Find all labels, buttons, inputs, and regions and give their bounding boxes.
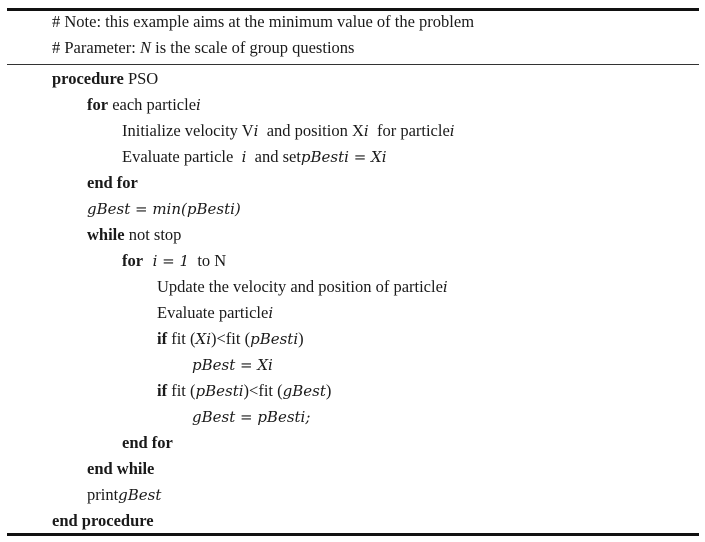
line-procedure [52, 66, 158, 92]
line-end-for-inner [122, 430, 173, 456]
math: i [363, 122, 369, 140]
comment-text: # Note: this example aims at the minimum value of the problem [52, 12, 475, 31]
keyword: end for [87, 173, 138, 192]
text: PSO [123, 69, 159, 88]
text: ) [325, 381, 332, 400]
comment-parameter [52, 35, 354, 61]
text: )<fit ( [243, 381, 283, 400]
math: pBesti = Xi [300, 148, 387, 166]
math: Xi [195, 330, 211, 348]
text: )<fit ( [211, 329, 251, 348]
line-if-pbest [157, 326, 304, 352]
line-for-range [122, 248, 226, 274]
math: i [442, 278, 448, 296]
text: fit ( [167, 381, 196, 400]
text: Initialize velocity V [122, 121, 254, 140]
text: fit ( [167, 329, 196, 348]
text: each particle [108, 95, 197, 114]
keyword: if [157, 329, 168, 348]
line-assign-pbest [192, 352, 273, 378]
line-evaluate-set [122, 144, 387, 170]
math: i = 1 [143, 252, 190, 270]
comment-note [52, 9, 474, 35]
math: i [268, 304, 274, 322]
comment-text: # Parameter: [52, 38, 140, 57]
math: gBest = min(pBesti) [87, 200, 241, 218]
line-end-for [87, 170, 138, 196]
math: i [253, 122, 259, 140]
keyword: end while [87, 459, 155, 478]
keyword: end procedure [52, 511, 154, 530]
comment-text: is the scale of group questions [150, 38, 355, 57]
line-end-while [87, 456, 154, 482]
math: i [196, 96, 201, 114]
math: pBest = Xi [192, 356, 273, 374]
math: pBesti [250, 330, 299, 348]
math: gBest [118, 486, 162, 504]
text: and position X [258, 121, 364, 140]
line-update [157, 274, 448, 300]
line-while [87, 222, 181, 248]
line-initialize [122, 118, 455, 144]
keyword: while [87, 225, 125, 244]
var-n: N [139, 38, 151, 57]
keyword: procedure [52, 69, 124, 88]
text: to N [189, 251, 227, 270]
math: pBesti [195, 382, 244, 400]
text: Update the velocity and position of particle [157, 277, 443, 296]
line-if-gbest [157, 378, 331, 404]
text: ) [298, 329, 304, 348]
text: Evaluate particle [122, 147, 242, 166]
text: for particle [368, 121, 450, 140]
line-gbest-min [87, 196, 241, 222]
math: i [449, 122, 455, 140]
keyword: end for [122, 433, 173, 452]
math: i [241, 148, 247, 166]
keyword: for [87, 95, 109, 114]
mid-rule [7, 64, 699, 65]
text: Evaluate particle [157, 303, 269, 322]
line-for-each [87, 92, 201, 118]
math: gBest = pBesti; [192, 408, 311, 426]
text: and set [246, 147, 301, 166]
text: not stop [124, 225, 182, 244]
keyword: for [122, 251, 144, 270]
line-print [87, 482, 161, 508]
keyword: if [157, 381, 168, 400]
text: print [87, 485, 119, 504]
math: gBest [282, 382, 326, 400]
line-evaluate [157, 300, 273, 326]
line-assign-gbest [192, 404, 310, 430]
bottom-rule [7, 533, 699, 536]
line-end-procedure [52, 508, 154, 534]
